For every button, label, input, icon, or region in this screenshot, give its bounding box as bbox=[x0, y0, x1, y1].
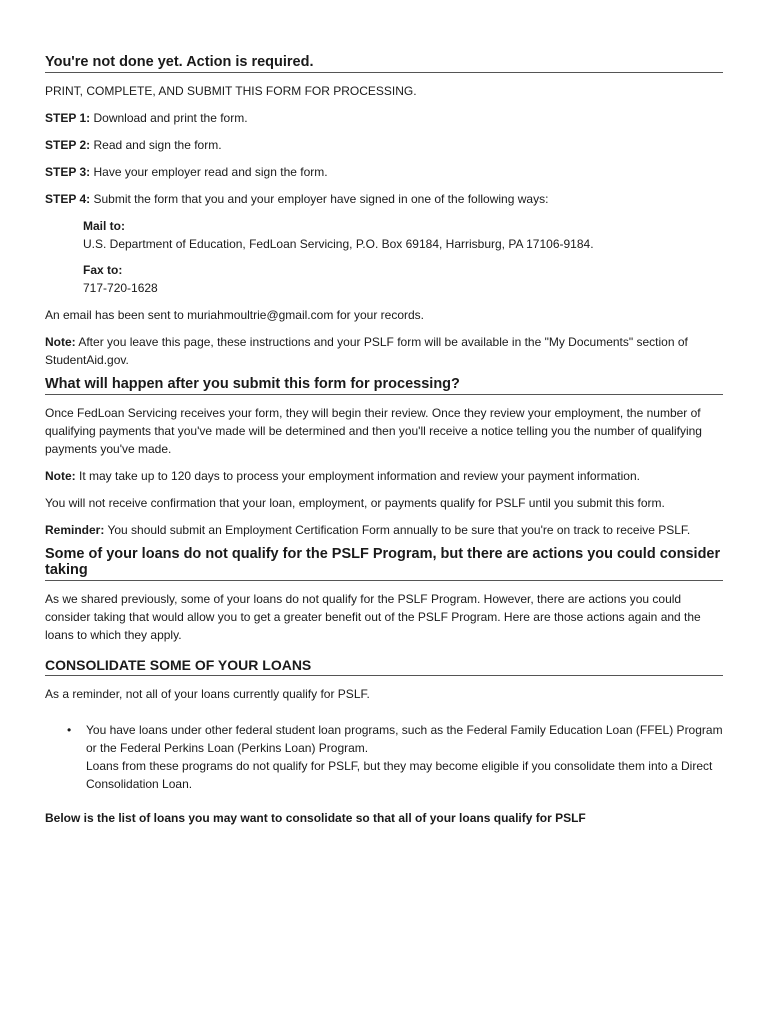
bullet-dot: • bbox=[67, 723, 72, 737]
list-item bbox=[67, 721, 723, 793]
note-label: Note: bbox=[45, 335, 76, 349]
loan-bullet-list bbox=[45, 721, 723, 793]
step-2-text: Read and sign the form. bbox=[90, 138, 222, 152]
note-text: It may take up to 120 days to process your employment information and review your payment information. bbox=[75, 469, 640, 483]
review-paragraph: Once FedLoan Servicing receives your form, they will begin their review. Once they review your employment, the number of qualifying payments that you've made will be determined and then you'll receive a notice telling you the number of qualifying payments you've made. bbox=[45, 406, 702, 456]
note-text: After you leave this page, these instructions and your PSLF form will be available in the "My Documents" section of StudentAid.gov. bbox=[45, 335, 688, 367]
print-instruction: PRINT, COMPLETE, AND SUBMIT THIS FORM FOR PROCESSING. bbox=[45, 84, 417, 98]
section-title-loans-not-qualify: Some of your loans do not qualify for the PSLF Program, but there are actions you could consider taking bbox=[45, 546, 723, 581]
reminder-label: Reminder: bbox=[45, 523, 105, 537]
fax-number: 717-720-1628 bbox=[83, 281, 158, 295]
mail-address: U.S. Department of Education, FedLoan Servicing, P.O. Box 69184, Harrisburg, PA 17106-9184. bbox=[83, 237, 594, 251]
section-title-consolidate: CONSOLIDATE SOME OF YOUR LOANS bbox=[45, 657, 723, 676]
step-4 bbox=[45, 190, 723, 208]
section-title-after-submit: What will happen after you submit this form for processing? bbox=[45, 376, 723, 395]
mail-to-label: Mail to: bbox=[83, 219, 125, 233]
note-processing-time bbox=[45, 467, 723, 485]
step-2 bbox=[45, 136, 723, 154]
step-4-label: STEP 4: bbox=[45, 192, 91, 206]
closing-statement: Below is the list of loans you may want to consolidate so that all of your loans qualify for PSLF bbox=[45, 811, 586, 825]
step-3 bbox=[45, 163, 723, 181]
step-3-text: Have your employer read and sign the form. bbox=[90, 165, 328, 179]
reminder-text: You should submit an Employment Certification Form annually to be sure that you're on track to receive PSLF. bbox=[104, 523, 691, 537]
step-2-label: STEP 2: bbox=[45, 138, 91, 152]
fax-to-label: Fax to: bbox=[83, 263, 123, 277]
document-page bbox=[45, 54, 723, 827]
section-title-action-required: You're not done yet. Action is required. bbox=[45, 54, 723, 73]
actions-paragraph: As we shared previously, some of your loans do not qualify for the PSLF Program. However, there are actions you could consider taking that would allow you to get a greater benefit out of the PSLF Program. Here are those actions again and the loans to which they apply. bbox=[45, 592, 701, 642]
step-3-label: STEP 3: bbox=[45, 165, 91, 179]
note-my-documents bbox=[45, 333, 723, 369]
bullet-line-1: You have loans under other federal student loan programs, such as the Federal Family Education Loan (FFEL) Program or the Federal Perkins Loan (Perkins Loan) Program. bbox=[86, 723, 723, 755]
confirmation-paragraph: You will not receive confirmation that your loan, employment, or payments qualify for PSLF until you submit this form. bbox=[45, 496, 665, 510]
reminder bbox=[45, 521, 723, 539]
step-1-text: Download and print the form. bbox=[90, 111, 248, 125]
bullet-line-2: Loans from these programs do not qualify for PSLF, but they may become eligible if you consolidate them into a Direct Consolidation Loan. bbox=[86, 759, 713, 791]
step-1 bbox=[45, 109, 723, 127]
email-notice: An email has been sent to muriahmoultrie@gmail.com for your records. bbox=[45, 308, 425, 322]
reminder-paragraph: As a reminder, not all of your loans currently qualify for PSLF. bbox=[45, 687, 370, 701]
step-1-label: STEP 1: bbox=[45, 111, 91, 125]
step-4-text: Submit the form that you and your employer have signed in one of the following ways: bbox=[90, 192, 549, 206]
note-label: Note: bbox=[45, 469, 76, 483]
